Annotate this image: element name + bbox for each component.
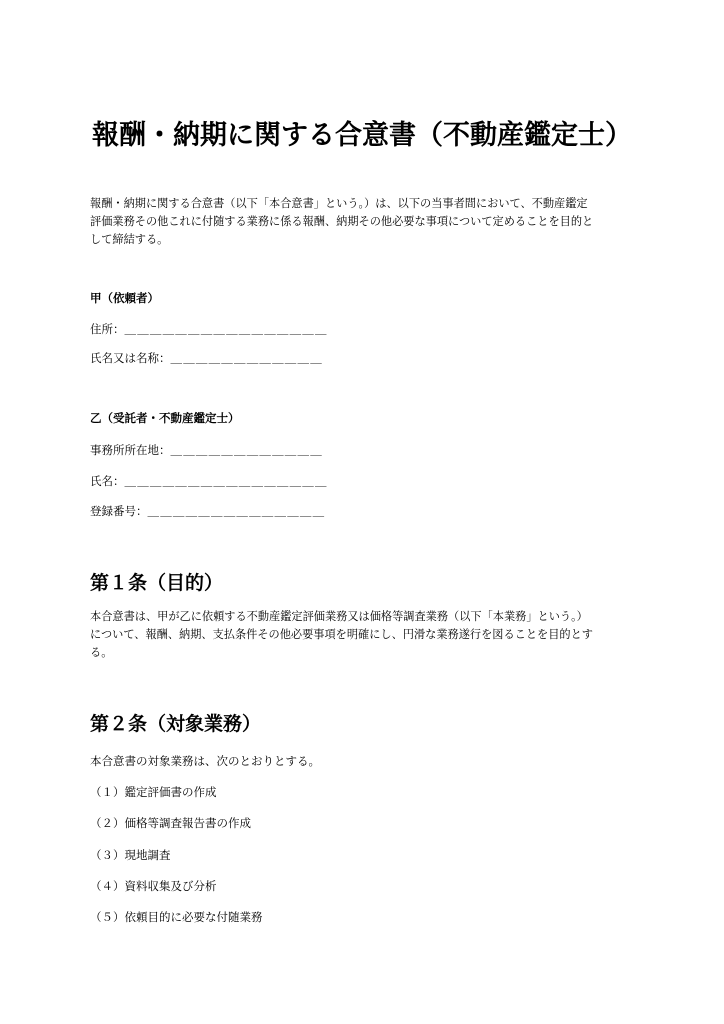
registration-blank: ＿＿＿＿＿＿＿＿＿＿＿＿＿＿	[147, 504, 326, 518]
name-label: 氏名又は名称：	[90, 351, 171, 365]
article-2-body: 本合意書の対象業務は、次のとおりとする。	[90, 754, 320, 768]
article-2-heading: 第２条（対象業務）	[90, 713, 262, 735]
name-blank: ＿＿＿＿＿＿＿＿＿＿＿＿	[170, 351, 323, 365]
intro-line: して締結する。	[90, 233, 169, 246]
article-2-item: （３）現地調査	[90, 848, 171, 862]
intro-line: 報酬・納期に関する合意書（以下「本合意書」という。）は、以下の当事者間において、不動産鑑定	[90, 197, 588, 210]
article-1-line: 本合意書は、甲が乙に依頼する不動産鑑定評価業務又は価格等調査業務（以下「本業務」という。）	[90, 610, 588, 623]
registration-label: 登録番号：	[90, 504, 148, 518]
name-label: 氏名：	[90, 474, 125, 488]
party-b-registration-field	[90, 503, 325, 519]
article-1-heading: 第１条（目的）	[90, 572, 224, 594]
office-blank: ＿＿＿＿＿＿＿＿＿＿＿＿	[170, 443, 323, 457]
intro-paragraph	[90, 195, 638, 249]
party-b-name-field	[90, 473, 328, 489]
party-a-heading: 甲（依頼者）	[90, 291, 159, 305]
party-b-office-field	[90, 442, 323, 458]
article-2-item: （５）依頼目的に必要な付随業務	[90, 910, 263, 924]
article-2-item: （２）価格等調査報告書の作成	[90, 816, 251, 830]
article-2-item: （４）資料収集及び分析	[90, 879, 217, 893]
office-label: 事務所所在地：	[90, 443, 171, 457]
article-1-body	[90, 608, 638, 662]
address-label: 住所：	[90, 322, 125, 336]
party-b-heading: 乙（受託者・不動産鑑定士）	[90, 411, 240, 425]
article-2-item: （１）鑑定評価書の作成	[90, 785, 217, 799]
address-blank: ＿＿＿＿＿＿＿＿＿＿＿＿＿＿＿＿	[124, 322, 328, 336]
party-a-name-field	[90, 350, 323, 366]
article-1-line: について、報酬、納期、支払条件その他必要事項を明確にし、円滑な業務遂行を図ることを目的とす	[90, 628, 593, 641]
document-title: 報酬・納期に関する合意書（不動産鑑定士）	[92, 120, 632, 151]
party-a-address-field	[90, 321, 328, 337]
name-blank: ＿＿＿＿＿＿＿＿＿＿＿＿＿＿＿＿	[124, 474, 328, 488]
article-1-line: る。	[90, 646, 113, 659]
intro-line: 評価業務その他これに付随する業務に係る報酬、納期その他必要な事項について定めることを目的と	[90, 215, 594, 228]
